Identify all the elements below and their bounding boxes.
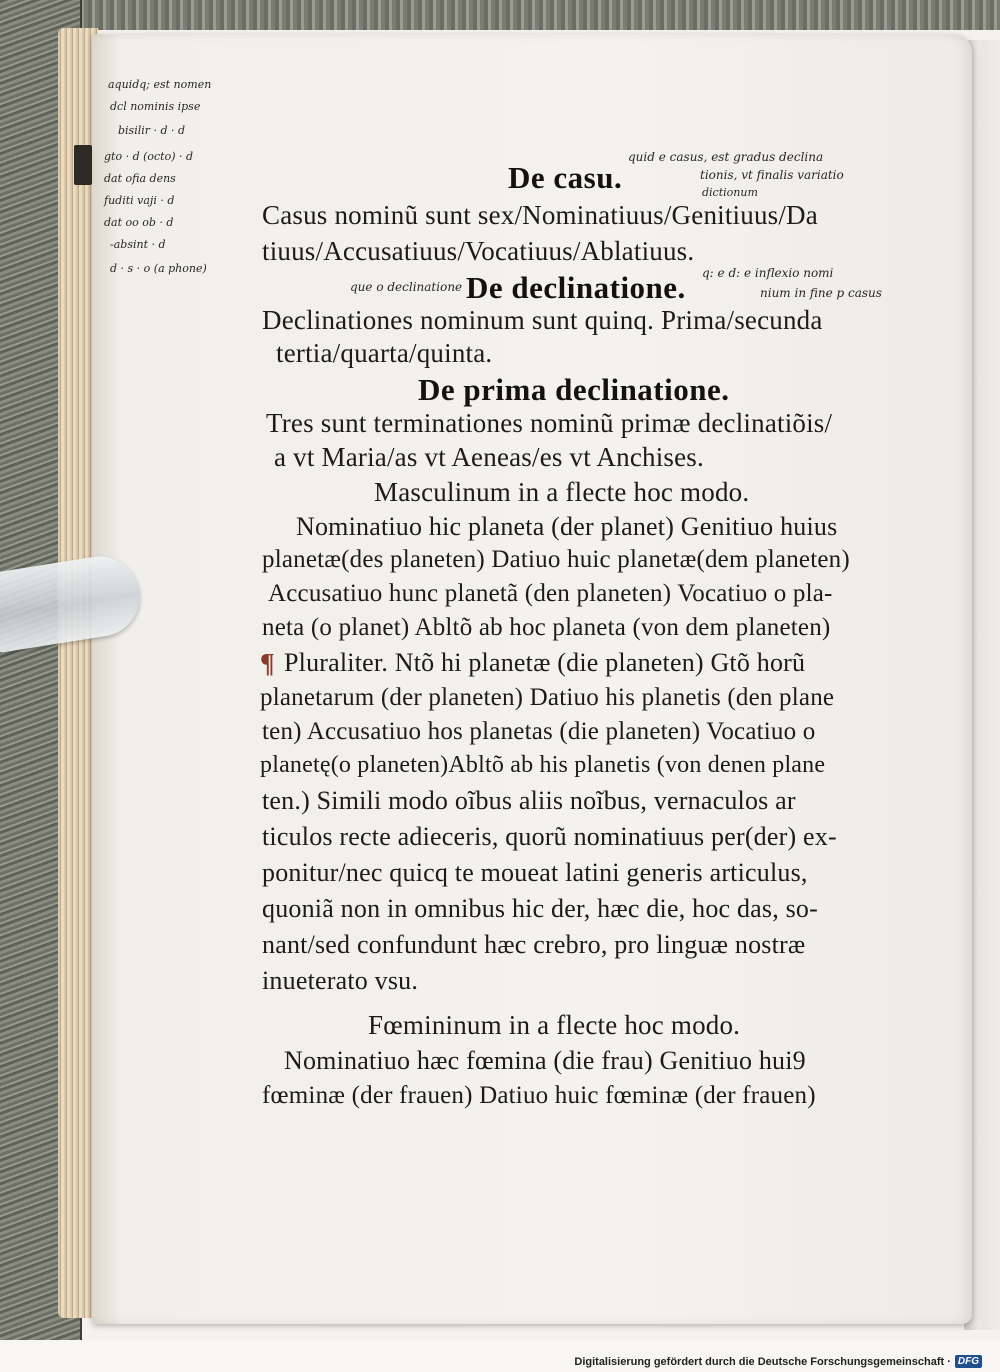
marginal-note: que o declinatione: [350, 280, 463, 294]
marginal-note: dat oo ob · d: [104, 216, 174, 229]
marginal-note: nium in fine p casus: [760, 286, 882, 300]
heading-de-casu: De casu.: [508, 160, 623, 195]
dfg-logo: DFG: [955, 1355, 982, 1368]
text-line: planetæ(des planeten) Datiuo huic planetæ(dem planeten): [262, 546, 850, 573]
digitization-credit: [574, 1355, 982, 1368]
marginal-note: dat ofia dens: [104, 172, 176, 185]
pilcrow-mark: ¶: [260, 648, 275, 678]
text-line: Fœmininum in a flecte hoc modo.: [368, 1010, 741, 1040]
heading-de-prima-declinatione: De prima declinatione.: [418, 372, 730, 407]
marginal-note: tionis, vt finalis variatio: [700, 168, 844, 182]
text-line: planetę(o planeten)Abltõ ab his planetis (von denen plane: [260, 752, 826, 778]
marginal-note: quid e casus, est gradus declina: [628, 150, 824, 164]
text-line: Masculinum in a flecte hoc modo.: [374, 477, 750, 507]
marginal-note: d · s · o (a phone): [110, 262, 207, 275]
text-line: ten.) Simili modo oĩbus aliis noĩbus, vernaculos ar: [262, 786, 796, 815]
marginal-note: dcl nominis ipse: [110, 100, 201, 113]
text-line: nant/sed confundunt hæc crebro, pro linguæ nostræ: [262, 930, 806, 959]
heading-de-declinatione: De declinatione.: [466, 270, 686, 305]
text-line: ten) Accusatiuo hos planetas (die planeten) Vocatiuo o: [262, 718, 816, 745]
text-line: a vt Maria/as vt Aeneas/es vt Anchises.: [274, 442, 704, 472]
text-line: Nominatiuo hic planeta (der planet) Genitiuo huius: [296, 512, 838, 541]
text-line: Declinationes nominum sunt quinq. Prima/secunda: [262, 305, 823, 335]
book-cover-top: [0, 0, 1000, 30]
text-line: quoniã non in omnibus hic der, hæc die, hoc das, so-: [262, 894, 818, 923]
text-line: Accusatiuo hunc planetã (den planeten) Vocatiuo o pla-: [268, 580, 833, 607]
text-line: ticulos recte adieceris, quorũ nominatiuus per(der) ex-: [262, 822, 837, 851]
marginal-note: aquidq; est nomen: [108, 78, 212, 91]
text-line: fœminæ (der frauen) Datiuo huic fœminæ (der frauen): [262, 1082, 816, 1109]
text-line: tertia/quarta/quinta.: [276, 338, 493, 368]
text-line: Tres sunt terminationes nominũ primæ declinatiõis/: [266, 408, 833, 438]
text-line: neta (o planet) Abltõ ab hoc planeta (von dem planeten): [262, 614, 831, 641]
credit-text: Digitalisierung gefördert durch die Deutsche Forschungsgemeinschaft ·: [574, 1355, 951, 1368]
text-line: planetarum (der planeten) Datiuo his planetis (den plane: [260, 684, 835, 711]
text-line: tiuus/Accusatiuus/Vocatiuus/Ablatiuus.: [262, 236, 695, 266]
marginal-note: fuditi vaji · d: [104, 194, 175, 207]
text-line: Pluraliter. Ntõ hi planetæ (die planeten) Gtõ horũ: [284, 648, 806, 677]
text-line: Casus nominũ sunt sex/Nominatiuus/Genitiuus/Da: [262, 200, 818, 230]
marginal-note: gto · d (octo) · d: [104, 150, 194, 163]
marginal-note: q: e d: e inflexio nomi: [702, 266, 834, 280]
text-line: inueterato vsu.: [262, 966, 419, 995]
marginal-note: bisilir · d · d: [118, 124, 186, 137]
bookmark-tab: [74, 145, 92, 185]
text-line: ponitur/nec quicq te moueat latini generis articulus,: [262, 858, 808, 887]
text-line: Nominatiuo hæc fœmina (die frau) Genitiuo hui9: [284, 1046, 806, 1075]
marginal-note: -absint · d: [110, 238, 166, 251]
marginal-note: dictionum: [702, 186, 758, 199]
